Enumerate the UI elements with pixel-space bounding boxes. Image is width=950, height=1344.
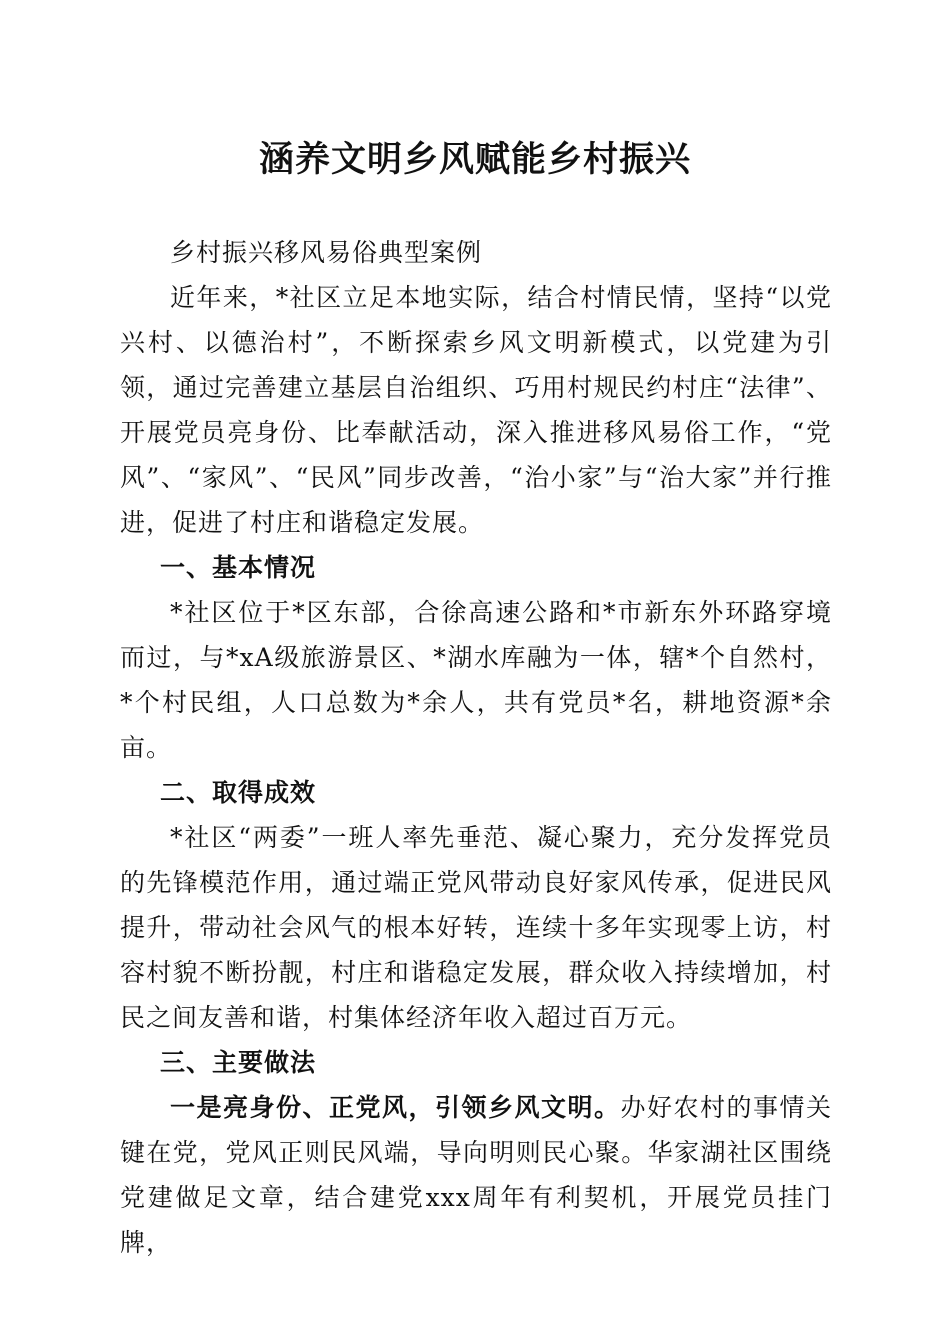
document-subtitle: 乡村振兴移风易俗典型案例 bbox=[170, 238, 483, 267]
section-heading-main-practices: 三、主要做法 bbox=[160, 1048, 317, 1077]
section-heading-basic-situation: 一、基本情况 bbox=[160, 553, 317, 582]
main-practices-paragraph bbox=[120, 1085, 832, 1265]
main-practices-lead: 一是亮身份、正党风，引领乡风文明。 bbox=[170, 1093, 621, 1122]
section-heading-achievements: 二、取得成效 bbox=[160, 778, 317, 807]
document-title: 涵养文明乡风赋能乡村振兴 bbox=[258, 139, 691, 180]
main-practices-text: 办好农村的事情关键在党，党风正则民风端，导向明则民心聚。华家湖社区围绕党建做足文章，结合建党xxx周年有利契机，开展党员挂门牌， bbox=[120, 1093, 832, 1257]
achievements-paragraph: *社区“两委”一班人率先垂范、凝心聚力，充分发挥党员的先锋模范作用，通过端正党风带动良好家风传承，促进民风提升，带动社会风气的根本好转，连续十多年实现零上访，村容村貌不断扮靓，村庄和谐稳定发展，群众收入持续增加，村民之间友善和谐，村集体经济年收入超过百万元。 bbox=[120, 823, 832, 1032]
document-body bbox=[120, 230, 832, 1265]
intro-paragraph: 近年来，*社区立足本地实际，结合村情民情，坚持“以党兴村、以德治村”，不断探索乡风文明新模式，以党建为引领，通过完善建立基层自治组织、巧用村规民约村庄“法律”、开展党员亮身份、比奉献活动，深入推进移风易俗工作，“党风”、“家风”、“民风”同步改善，“治小家”与“治大家”并行推进，促进了村庄和谐稳定发展。 bbox=[120, 283, 832, 537]
basic-situation-paragraph: *社区位于*区东部，合徐高速公路和*市新东外环路穿境而过，与*xA级旅游景区、*湖水库融为一体，辖*个自然村，*个村民组，人口总数为*余人，共有党员*名，耕地资源*余亩。 bbox=[120, 598, 832, 762]
